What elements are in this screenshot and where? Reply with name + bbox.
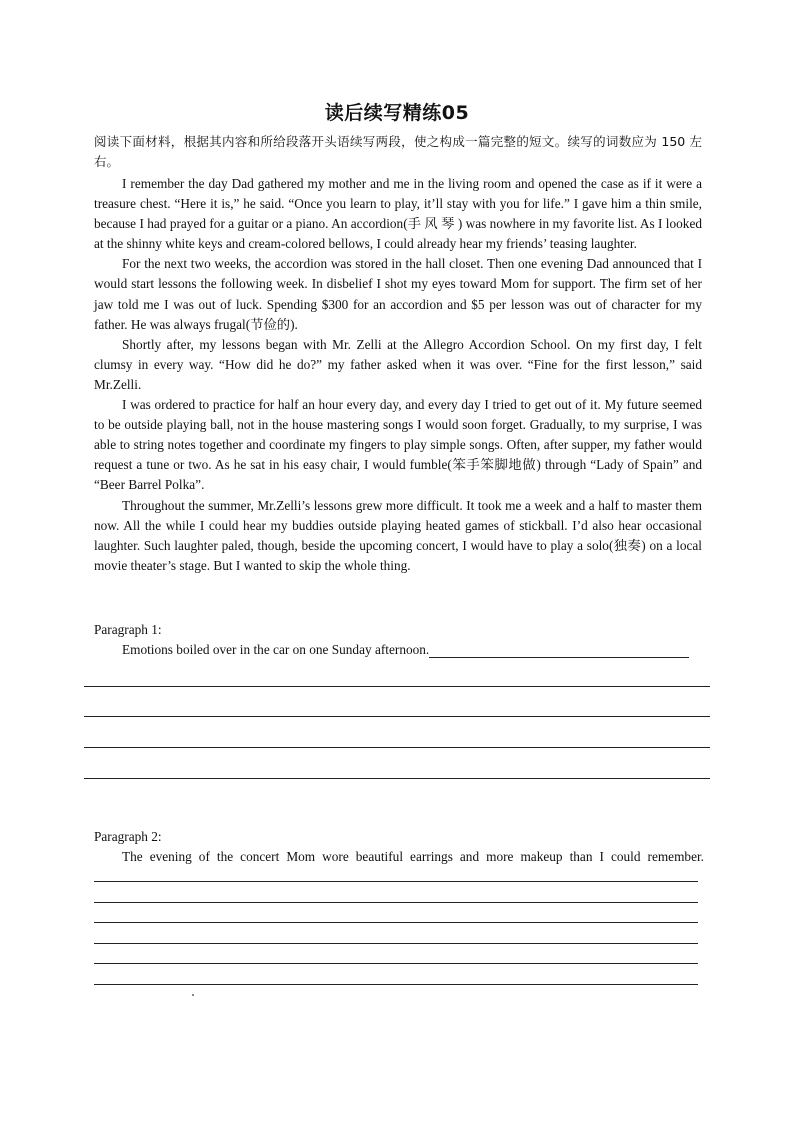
paragraph2-label: Paragraph 2: bbox=[94, 829, 162, 844]
paragraph1-writing-line[interactable] bbox=[84, 778, 710, 779]
paragraph2-writing-line[interactable] bbox=[94, 902, 698, 903]
passage-paragraph: Throughout the summer, Mr.Zelli’s lessons grew more difficult. It took me a week and a half to master them now. All the while I could hear my buddies outside playing heated games of stickball. I’d also hear occasional laughter. Such laughter paled, though, beside the upcoming concert, I would have to play a solo(独奏) on a local movie theater’s stage. But I wanted to skip the whole thing. bbox=[94, 497, 702, 573]
paragraph2-writing-line[interactable] bbox=[94, 963, 698, 964]
paragraph1-label: Paragraph 1: bbox=[94, 622, 162, 637]
paragraph1-starter bbox=[122, 642, 689, 658]
page-title: 读后续写精练05 bbox=[324, 102, 470, 124]
passage-paragraph: Shortly after, my lessons began with Mr. Zelli at the Allegro Accordion School. On my first day, I felt clumsy in every way. “How did he do?” my father asked when it was over. “Fine for the first lesson,” said Mr.Zelli. bbox=[94, 336, 702, 392]
paragraph1-writing-line[interactable] bbox=[84, 747, 710, 748]
stray-mark bbox=[192, 994, 194, 996]
paragraph1-starter-text: Emotions boiled over in the car on one Sunday afternoon. bbox=[122, 642, 430, 657]
passage-paragraph: For the next two weeks, the accordion was stored in the hall closet. Then one evening Dad announced that I would start lessons the following week. In disbelief I shot my eyes toward Mom for support. The firm set of her jaw told me I was out of luck. Spending $300 for an accordion and $5 per lesson was out of character for my father. He was always frugal(节俭的). bbox=[94, 256, 702, 332]
paragraph2-writing-line[interactable] bbox=[94, 984, 698, 985]
paragraph2-starter: The evening of the concert Mom wore beautiful earrings and more makeup than I could remember. bbox=[122, 849, 704, 864]
paragraph1-first-line[interactable] bbox=[429, 645, 689, 658]
passage-paragraph: I remember the day Dad gathered my mother and me in the living room and opened the case as if it were a treasure chest. “Here it is,” he said. “Once you learn to play, it’ll stay with you for life.” I gave him a thin smile, because I had prayed for a guitar or a piano. An accordion(手 风 琴 ) was nowhere in my favorite list. As I looked at the shinny white keys and cream-colored bellows, I could already hear my friends’ teasing laughter. bbox=[94, 176, 702, 252]
paragraph2-writing-line[interactable] bbox=[94, 943, 698, 944]
paragraph1-writing-line[interactable] bbox=[84, 686, 710, 687]
paragraph2-writing-line[interactable] bbox=[94, 922, 698, 923]
instructions: 阅读下面材料，根据其内容和所给段落开头语续写两段，使之构成一篇完整的短文。续写的词数应为 150 左右。 bbox=[94, 134, 702, 169]
paragraph1-writing-line[interactable] bbox=[84, 716, 710, 717]
reading-passage bbox=[94, 174, 702, 576]
passage-paragraph: I was ordered to practice for half an hour every day, and every day I tried to get out of it. My future seemed to be outside playing ball, not in the house mastering songs I would soon forget. Gradually, to my surprise, I was able to string notes together and coordinate my fingers to play simple songs. Often, after supper, my father would request a tune or two. As he sat in his easy chair, I would fumble(笨手笨脚地做) through “Lady of Spain” and “Beer Barrel Polka”. bbox=[94, 397, 702, 493]
paragraph2-writing-line[interactable] bbox=[94, 881, 698, 882]
